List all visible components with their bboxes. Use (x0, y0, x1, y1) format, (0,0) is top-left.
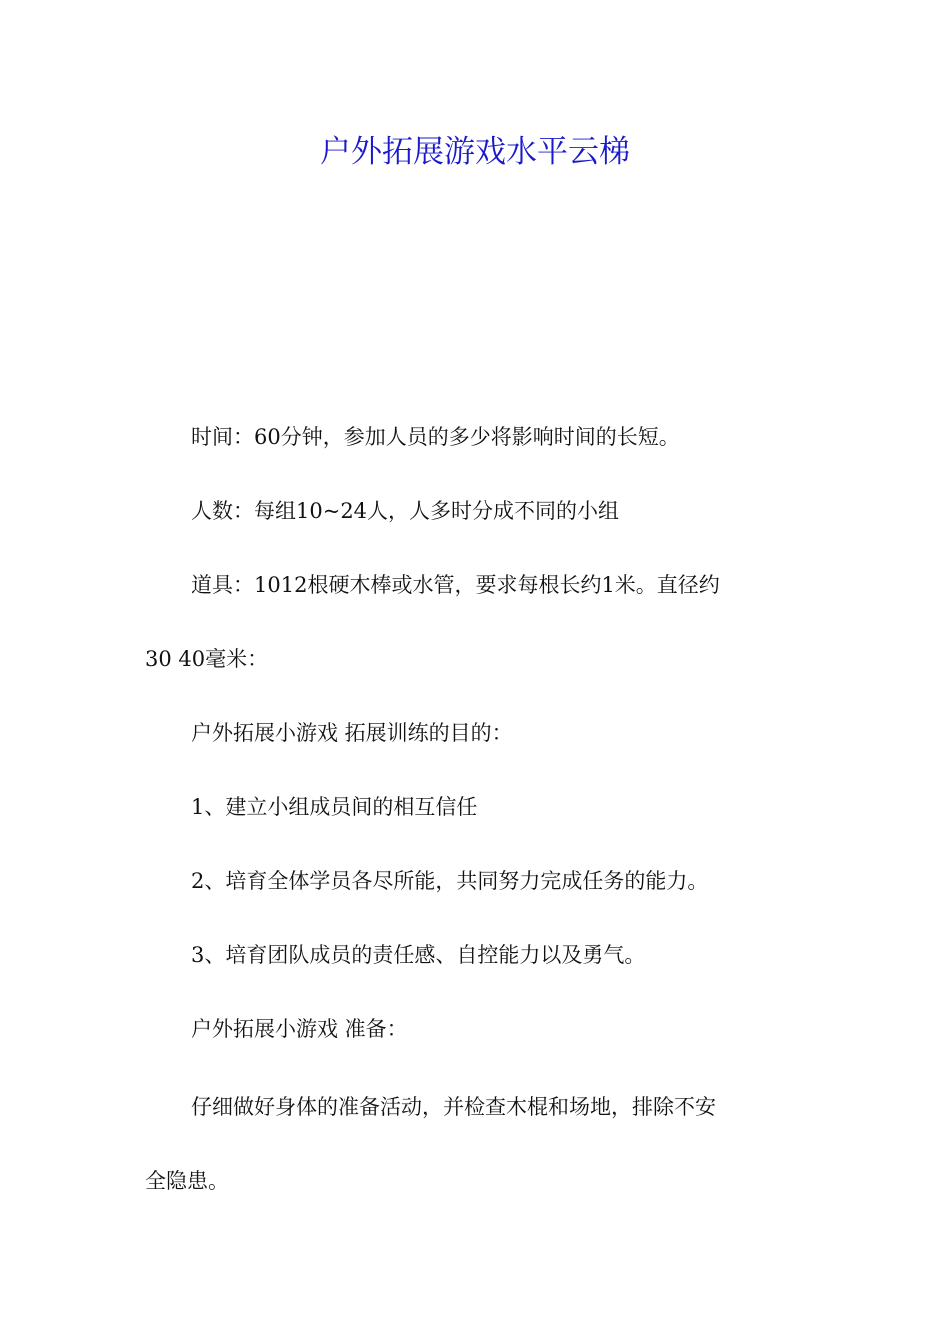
paragraph-purpose-heading (145, 719, 810, 793)
paragraph-line: 2、培育全体学员各尽所能，共同努力完成任务的能力。 (191, 869, 709, 893)
paragraph-line: 3、培育团队成员的责任感、自控能力以及勇气。 (191, 943, 646, 967)
paragraph-line: 1、建立小组成员间的相互信任 (191, 795, 478, 819)
paragraph-purpose-2 (145, 867, 810, 941)
paragraph-line: 时间：60分钟，参加人员的多少将影响时间的长短。 (191, 425, 680, 449)
paragraph-line: 30 40毫米： (145, 647, 269, 671)
paragraph-line: 户外拓展小游戏 拓展训练的目的： (191, 721, 513, 745)
paragraph-props (145, 571, 810, 719)
paragraph-purpose-3 (145, 941, 810, 1015)
document-title: 户外拓展游戏水平云梯 (320, 134, 630, 170)
paragraph-line: 全隐患。 (145, 1169, 229, 1193)
paragraph-line: 人数：每组10~24人，人多时分成不同的小组 (191, 499, 620, 523)
paragraph-line: 户外拓展小游戏 准备： (191, 1017, 408, 1041)
paragraph-people (145, 497, 810, 571)
paragraph-purpose-1 (145, 793, 810, 867)
paragraph-prep (145, 1093, 810, 1241)
paragraph-line: 道具：1012根硬木棒或水管，要求每根长约1米。直径约 (191, 573, 720, 597)
paragraph-prep-heading (145, 1015, 810, 1089)
paragraph-line: 仔细做好身体的准备活动，并检查木棍和场地，排除不安 (191, 1095, 716, 1119)
paragraph-time (145, 423, 810, 497)
